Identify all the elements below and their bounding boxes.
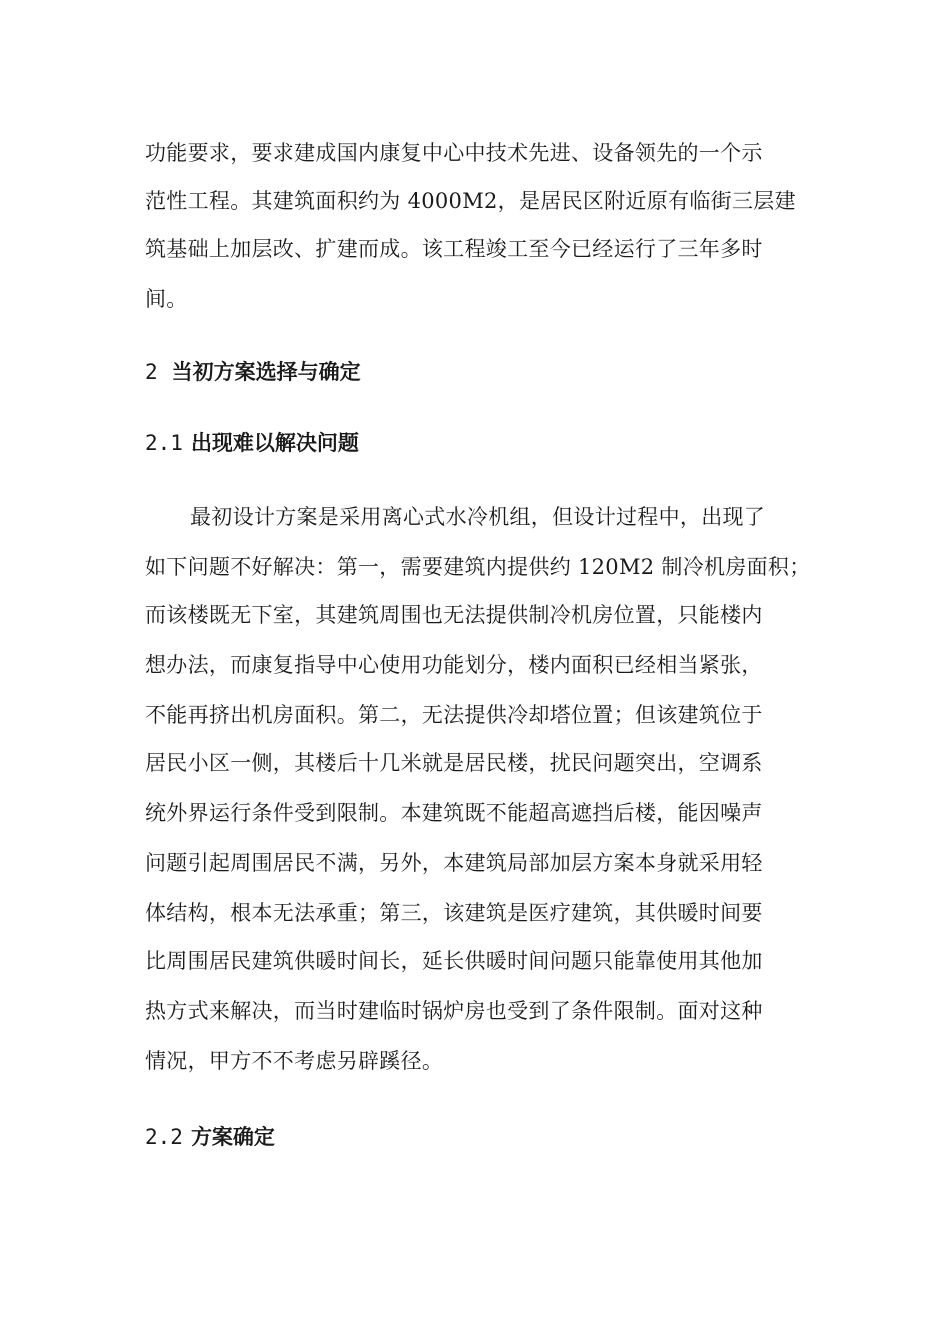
- problem-line-7: 统外界运行条件受到限制。本建筑既不能超高遮挡后楼，能因噪声: [145, 801, 763, 825]
- problem-line-9: 体结构，根本无法承重；第三，该建筑是医疗建筑，其供暖时间要: [145, 901, 763, 925]
- problem-line-1: 最初设计方案是采用离心式水冷机组，但设计过程中，出现了: [190, 505, 766, 529]
- intro-line-2: 范性工程。其建筑面积约为 4000M2，是居民区附近原有临街三层建: [145, 189, 796, 213]
- section-2-1-title: 出现难以解决问题: [190, 431, 359, 455]
- section-2-number: 2: [145, 360, 158, 384]
- problem-line-4: 想办法，而康复指导中心使用功能划分，楼内面积已经相当紧张，: [145, 653, 763, 677]
- problem-line-11: 热方式来解决，而当时建临时锅炉房也受到了条件限制。面对这种: [145, 999, 763, 1023]
- section-2-title: 当初方案选择与确定: [171, 360, 361, 384]
- section-2-2-title: 方案确定: [190, 1125, 275, 1149]
- section-2-2-number: 2.2: [145, 1125, 183, 1149]
- problem-line-5: 不能再挤出机房面积。第二，无法提供冷却塔位置；但该建筑位于: [145, 703, 763, 727]
- problem-line-6: 居民小区一侧，其楼后十几米就是居民楼，扰民问题突出，空调系: [145, 751, 763, 775]
- section-2-heading: [145, 357, 361, 387]
- section-2-1-heading: [145, 428, 359, 458]
- intro-line-4: 间。: [145, 287, 188, 311]
- section-2-2-heading: [145, 1122, 275, 1152]
- intro-line-3: 筑基础上加层改、扩建而成。该工程竣工至今已经运行了三年多时: [145, 237, 763, 261]
- problem-line-10: 比周围居民建筑供暖时间长，延长供暖时间问题只能靠使用其他加: [145, 949, 763, 973]
- problem-line-3: 而该楼既无下室，其建筑周围也无法提供制冷机房位置，只能楼内: [145, 603, 763, 627]
- problem-line-8: 问题引起周围居民不满，另外，本建筑局部加层方案本身就采用轻: [145, 851, 763, 875]
- problem-line-12: 情况，甲方不不考虑另辟蹊径。: [145, 1049, 444, 1073]
- problem-line-2: 如下问题不好解决：第一，需要建筑内提供约 120M2 制冷机房面积；: [145, 555, 811, 579]
- section-2-1-number: 2.1: [145, 431, 183, 455]
- intro-line-1: 功能要求，要求建成国内康复中心中技术先进、设备领先的一个示: [145, 141, 763, 165]
